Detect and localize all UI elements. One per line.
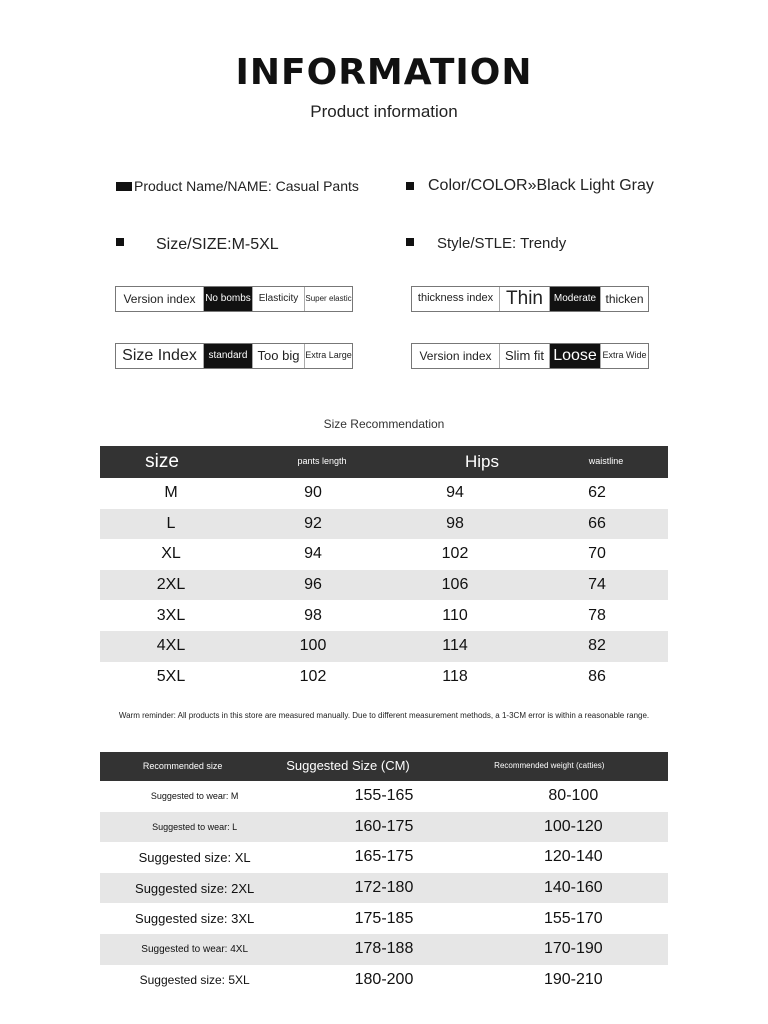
index-label: thickness index	[417, 292, 494, 305]
table-row	[100, 934, 668, 965]
table-cell: Suggested to wear: 4XL	[141, 943, 249, 955]
table-row	[100, 781, 668, 812]
index-option: thicken	[600, 287, 648, 311]
table-cell: 190-210	[543, 970, 603, 988]
table-cell: 102	[441, 545, 469, 563]
table-cell: 94	[304, 545, 322, 563]
info-style-text: Style/STLE: Trendy	[437, 235, 567, 252]
index-option: Super elastic	[304, 287, 352, 311]
index-option: standard	[203, 344, 252, 368]
table-cell: 78	[588, 606, 606, 624]
table-cell: 155-165	[354, 787, 414, 805]
table-row	[100, 600, 668, 631]
header-cell: waistline	[588, 456, 624, 467]
table-cell: 120-140	[543, 848, 603, 866]
table-cell: 86	[588, 667, 606, 685]
table-row	[100, 812, 668, 843]
bullet-square-icon	[406, 238, 414, 246]
size-table-header	[100, 446, 668, 478]
table-cell: 4XL	[156, 637, 186, 655]
table-row	[100, 478, 668, 509]
table-cell: 160-175	[354, 817, 414, 835]
table-cell: 170-190	[543, 940, 603, 958]
table-row	[100, 539, 668, 570]
table-cell: 100	[299, 637, 327, 655]
header-cell: Suggested Size (CM)	[286, 758, 410, 774]
header-cell: size	[145, 450, 179, 472]
bullet-square-icon	[116, 238, 124, 246]
info-color	[406, 177, 654, 195]
info-product-name	[116, 178, 359, 194]
recommended-table-header	[100, 752, 668, 781]
table-cell: Suggested size: 3XL	[135, 911, 255, 927]
table-cell: 118	[442, 667, 468, 685]
info-size	[116, 236, 279, 254]
info-color-text: Color/COLOR»Black Light Gray	[428, 177, 654, 194]
table-cell: 165-175	[354, 848, 414, 866]
table-cell: 106	[441, 576, 469, 594]
index-option: Elasticity	[252, 287, 304, 311]
index-option: Too big	[252, 344, 304, 368]
bullet-square-icon	[406, 182, 414, 190]
table-cell: Suggested size: 5XL	[139, 972, 250, 987]
table-row	[100, 965, 668, 996]
table-cell: 92	[304, 514, 322, 532]
table-cell: Suggested to wear: M	[150, 791, 239, 802]
table-cell: 66	[588, 514, 606, 532]
table-cell: Suggested to wear: L	[152, 821, 238, 832]
table-row	[100, 509, 668, 540]
size-table	[100, 446, 668, 692]
page-title: INFORMATION	[235, 52, 533, 93]
table-cell: 96	[304, 576, 322, 594]
table-cell: 100-120	[543, 817, 603, 835]
index-label: Version index	[419, 348, 492, 363]
header-cell: pants length	[297, 456, 347, 467]
table-cell: 102	[299, 667, 327, 685]
thickness-index	[411, 286, 649, 312]
index-option: Extra Large	[304, 344, 352, 368]
table-cell: 98	[304, 606, 322, 624]
table-cell: 155-170	[543, 909, 603, 927]
table-row	[100, 903, 668, 934]
table-row	[100, 662, 668, 693]
table-cell: 70	[588, 545, 606, 563]
table-cell: 140-160	[543, 879, 603, 897]
table-row	[100, 631, 668, 662]
table-cell: 5XL	[156, 667, 186, 685]
table-cell: Suggested size: 2XL	[135, 880, 255, 896]
version-index-a	[115, 286, 353, 312]
index-label: Version index	[123, 291, 196, 306]
table-cell: 62	[588, 484, 606, 502]
page-subtitle: Product information	[310, 102, 458, 121]
info-product-name-text: Product Name/NAME: Casual Pants	[134, 178, 359, 194]
table-row	[100, 570, 668, 601]
index-option: Loose	[549, 344, 600, 368]
index-option: Slim fit	[499, 344, 549, 368]
header-cell: Recommended weight (catties)	[494, 761, 605, 771]
index-option: Thin	[499, 287, 549, 311]
table-cell: 180-200	[354, 970, 414, 988]
size-index	[115, 343, 353, 369]
index-option: Moderate	[549, 287, 600, 311]
info-style	[406, 235, 566, 252]
table-cell: 175-185	[354, 909, 414, 927]
table-row	[100, 873, 668, 904]
table-cell: 172-180	[354, 879, 414, 897]
index-option: Extra Wide	[600, 344, 648, 368]
header-cell: Recommended size	[142, 760, 223, 771]
bullet-square-icon	[116, 182, 132, 191]
table-cell: M	[164, 484, 178, 502]
header-cell: Hips	[464, 451, 499, 471]
table-cell: 74	[588, 576, 606, 594]
table-cell: 82	[588, 637, 606, 655]
table-cell: Suggested size: XL	[138, 849, 251, 865]
table-cell: L	[166, 514, 176, 532]
table-cell: 3XL	[156, 606, 186, 624]
warm-reminder: Warm reminder: All products in this store are measured manually. Due to different measurement methods, a 1-3CM error is within a reasonable range.	[118, 711, 650, 720]
table-cell: 80-100	[548, 787, 599, 805]
info-size-text: Size/SIZE:M-5XL	[156, 236, 279, 253]
table-cell: 94	[446, 484, 464, 502]
table-cell: 114	[442, 637, 468, 655]
table-cell: 110	[442, 606, 468, 624]
index-option: No bombs	[203, 287, 252, 311]
table-cell: 98	[446, 514, 464, 532]
version-index-b	[411, 343, 649, 369]
table-cell: 90	[304, 484, 322, 502]
recommended-size-table	[100, 752, 668, 995]
table-row	[100, 842, 668, 873]
table-cell: XL	[161, 545, 181, 563]
index-label: Size Index	[122, 346, 197, 364]
table-cell: 178-188	[354, 940, 414, 958]
table-cell: 2XL	[156, 576, 186, 594]
size-recommendation-label: Size Recommendation	[323, 417, 445, 431]
